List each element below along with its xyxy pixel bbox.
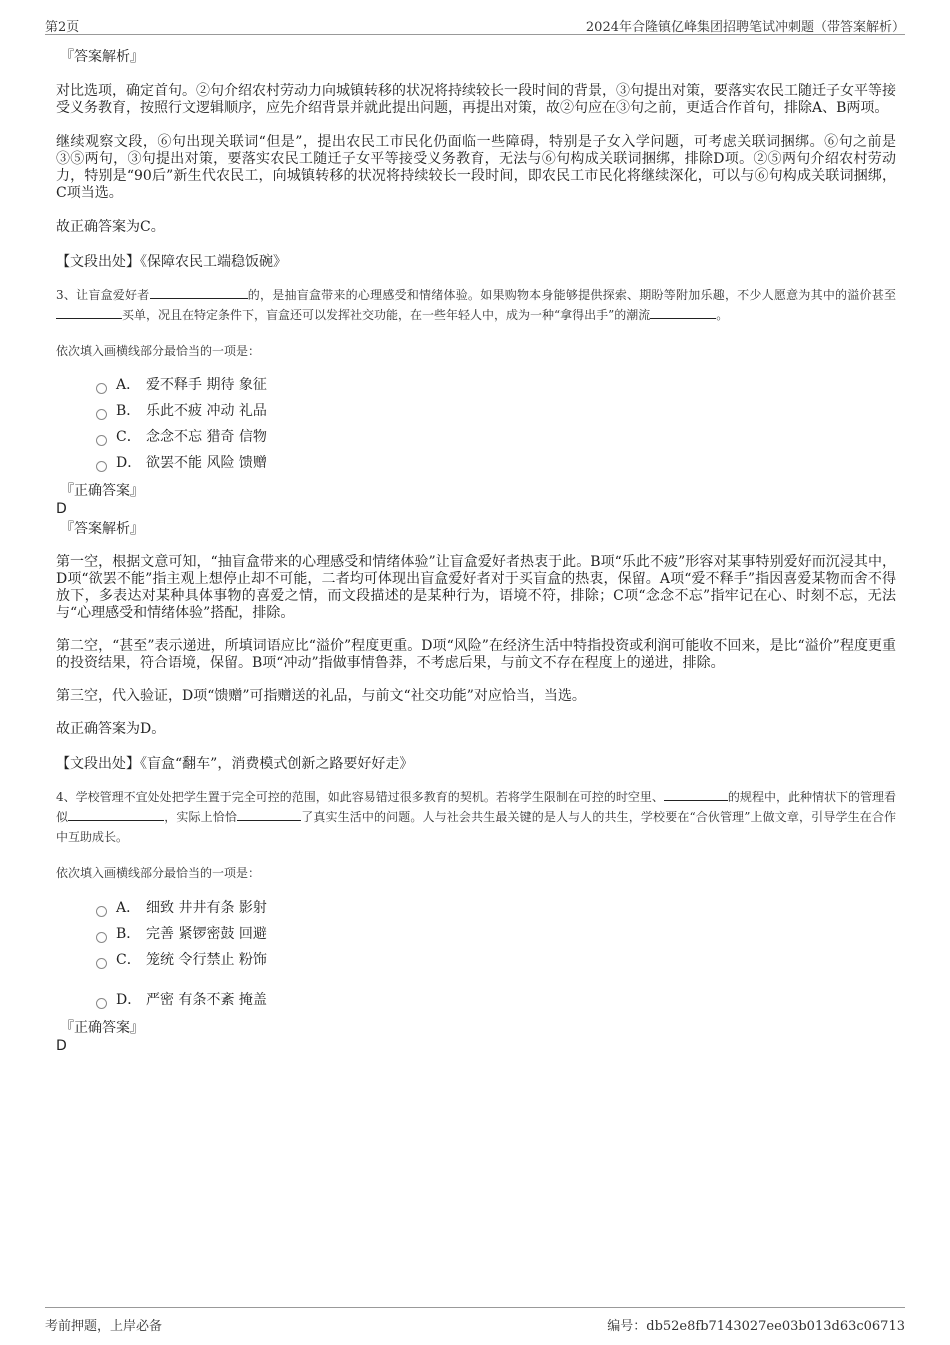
radio-icon[interactable] (96, 461, 107, 472)
q4-stem-part3: ，实际上恰恰 (164, 810, 238, 824)
q4-option-b[interactable] (96, 921, 896, 947)
q3-blank-3 (650, 306, 716, 319)
q3-analysis-p4: 故正确答案为D。 (56, 721, 166, 737)
q3-analysis-p1: 第一空，根据文意可知，“抽盲盒带来的心理感受和情绪体验”让盲盒爱好者热衷于此。B项“乐此不疲”形容对某事特别爱好而沉浸其中，D项“欲罢不能”指主观上想停止却不可能，二者均可体现出盲盒爱好者对于买盲盒的热衷，保留。A项“爱不释手”指因喜爱某物而舍不得放下，多表达对某种具体事物的喜爱之情，而文段描述的是某种行为，语境不符，排除；C项“念念不忘”指牢记在心、时刻不忘，无法与“心理感受和情绪体验”搭配，排除。 (56, 554, 896, 621)
q4-answer: D (56, 1038, 67, 1054)
option-text: 笼统 令行禁止 粉饰 (146, 952, 267, 968)
main-content (56, 48, 896, 1055)
q2-analysis-label: 『答案解析』 (60, 49, 144, 65)
q3-source: 【文段出处】《盲盒“翻车”，消费模式创新之路要好好走》 (56, 756, 414, 772)
page-number: 第2页 (45, 20, 80, 35)
q4-option-a[interactable] (96, 895, 896, 921)
option-text: 念念不忘 猎奇 信物 (146, 429, 267, 445)
q3-option-b[interactable] (96, 398, 896, 424)
q3-stem-part2: 的，是抽盲盒带来的心理感受和情绪体验。如果购物本身能够提供探索、期盼等附加乐趣，不少人愿意为其中的溢价甚至 (247, 288, 896, 302)
option-letter: A． (116, 377, 141, 393)
q3-answer-label: 『正确答案』 (60, 483, 144, 499)
document-id: 编号：db52e8fb7143027ee03b013d63c06713 (607, 1319, 905, 1334)
q3-analysis-p2: 第二空，“甚至”表示递进，所填词语应比“溢价”程度更重。D项“风险”在经济生活中特指投资或利润可能收不回来，是比“溢价”程度更重的投资结果，符合语境，保留。B项“冲动”指做事情鲁莽，不考虑后果，与前文不存在程度上的递进，排除。 (56, 638, 896, 671)
radio-icon[interactable] (96, 435, 107, 446)
q3-option-a[interactable] (96, 372, 896, 398)
q4-stem-part1: 4、学校管理不宜处处把学生置于完全可控的范围，如此容易错过很多教育的契机。若将学生限制在可控的时空里、 (56, 790, 664, 804)
option-text: 细致 井井有条 影射 (146, 900, 267, 916)
q3-stem-part4: 。 (716, 308, 729, 322)
q3-option-c[interactable] (96, 424, 896, 450)
option-text: 爱不释手 期待 象征 (146, 377, 267, 393)
q3-stem-part3: 买单，况且在特定条件下，盲盒还可以发挥社交功能，在一些年轻人中，成为一种“拿得出手”的潮流 (122, 308, 651, 322)
q2-source: 【文段出处】《保障农民工端稳饭碗》 (56, 254, 287, 270)
q2-analysis-p3: 故正确答案为C。 (56, 219, 165, 235)
radio-icon[interactable] (96, 383, 107, 394)
q3-stem-part1: 3、让盲盒爱好者 (56, 288, 150, 302)
q2-analysis-p2: 继续观察文段，⑥句出现关联词“但是”，提出农民工市民化仍面临一些障碍，特别是子女入学问题，可考虑关联词捆绑。⑥句之前是③⑤两句，③句提出对策，要落实农民工随迁子女平等接受义务教育，无法与⑥句构成关联词捆绑，排除D项。②⑤两句介绍农村劳动力，特别是“90后”新生代农民工，向城镇转移的状况将持续较长一段时间，即农民工市民化将继续深化，可以与⑥句构成关联词捆绑，C项当选。 (56, 134, 896, 201)
q3-options (96, 372, 896, 476)
option-text: 完善 紧锣密鼓 回避 (146, 926, 267, 942)
q4-option-d[interactable] (96, 987, 896, 1013)
q3-blank-1 (150, 286, 248, 299)
q4-stem-part2: 的规程中，此种情状下的管理看似 (56, 790, 896, 824)
q3-analysis-label: 『答案解析』 (60, 521, 144, 537)
q3-prompt: 依次填入画横线部分最恰当的一项是： (56, 344, 261, 358)
option-letter: D． (116, 992, 142, 1008)
q4-stem-part4: 了真实生活中的问题。人与社会共生最关键的是人与人的共生，学校要在“合伙管理”上做文章，引导学生在合作中互助成长。 (56, 810, 896, 844)
option-text: 欲罢不能 风险 馈赠 (146, 455, 267, 471)
q4-options (96, 895, 896, 1013)
page-footer (45, 1307, 905, 1336)
option-letter: A． (116, 900, 141, 916)
q4-stem (56, 787, 896, 847)
option-text: 乐此不疲 冲动 礼品 (146, 403, 267, 419)
q4-blank-2 (68, 808, 164, 821)
radio-icon[interactable] (96, 906, 107, 917)
q4-answer-label: 『正确答案』 (60, 1020, 144, 1036)
option-letter: C． (116, 429, 141, 445)
q3-stem (56, 285, 896, 325)
document-title: 2024年合隆镇亿峰集团招聘笔试冲刺题（带答案解析） (585, 20, 905, 35)
q4-blank-3 (237, 808, 301, 821)
option-letter: B． (116, 403, 141, 419)
q2-analysis-p1: 对比选项，确定首句。②句介绍农村劳动力向城镇转移的状况将持续较长一段时间的背景，③句提出对策，要落实农民工随迁子女平等接受义务教育，按照行文逻辑顺序，应先介绍背景并就此提出问题，再提出对策，故②句应在③句之前，更适合作首句，排除A、B两项。 (56, 83, 896, 116)
radio-icon[interactable] (96, 932, 107, 943)
q4-prompt: 依次填入画横线部分最恰当的一项是： (56, 866, 261, 880)
footer-slogan: 考前押题，上岸必备 (45, 1319, 163, 1334)
option-text: 严密 有条不紊 掩盖 (146, 992, 267, 1008)
option-letter: D． (116, 455, 142, 471)
q3-option-d[interactable] (96, 450, 896, 476)
radio-icon[interactable] (96, 409, 107, 420)
option-letter: C． (116, 952, 141, 968)
radio-icon[interactable] (96, 998, 107, 1009)
radio-icon[interactable] (96, 958, 107, 969)
q3-blank-2 (56, 306, 122, 319)
q3-answer: D (56, 501, 67, 517)
page-header (45, 14, 905, 35)
q4-blank-1 (664, 788, 728, 801)
option-letter: B． (116, 926, 141, 942)
q4-option-c[interactable] (96, 947, 896, 973)
q3-analysis-p3: 第三空，代入验证，D项“馈赠”可指赠送的礼品，与前文“社交功能”对应恰当，当选。 (56, 688, 586, 704)
